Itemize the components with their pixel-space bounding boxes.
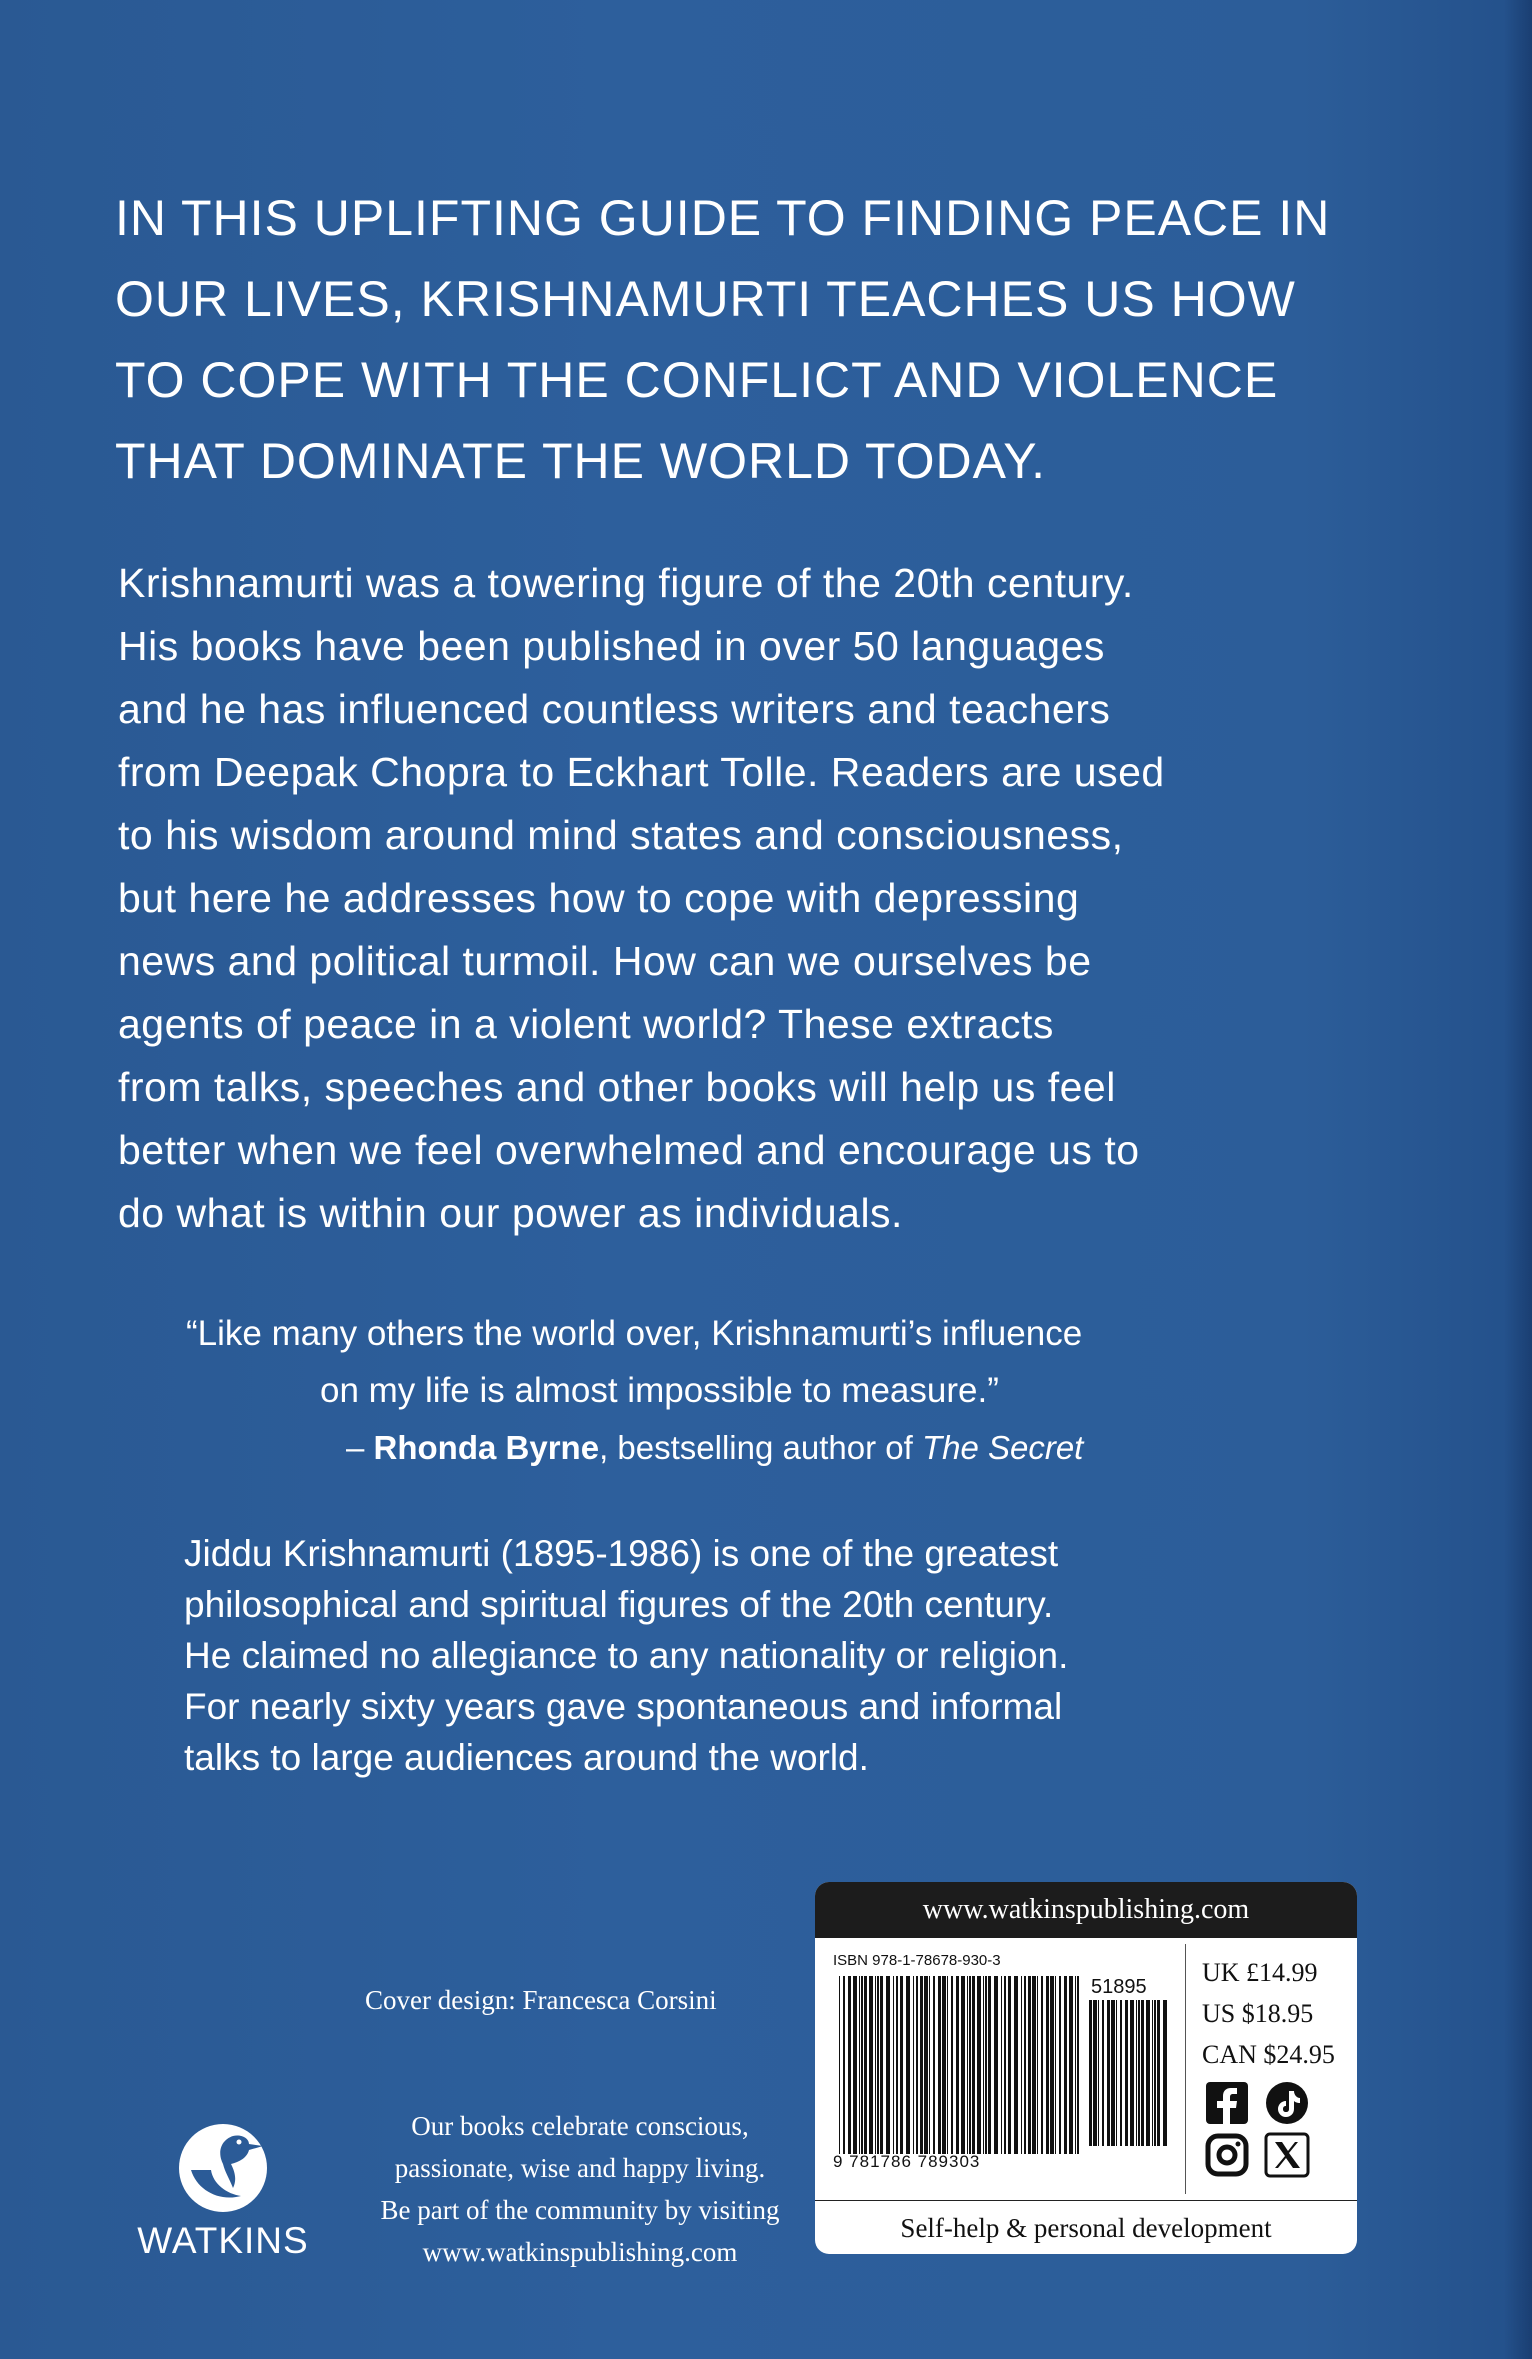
publisher-wordmark: WATKINS	[137, 2220, 309, 2261]
social-icons	[1204, 2080, 1314, 2180]
quote-line: on my life is almost impossible to measure.”	[320, 1371, 999, 1410]
author-bio	[184, 1528, 1334, 1783]
barcode-addon-icon	[1089, 2000, 1169, 2146]
attribution-role: , bestselling author of	[599, 1429, 922, 1466]
book-category: Self-help & personal development	[815, 2200, 1357, 2254]
description-line: to his wisdom around mind states and consciousness,	[118, 812, 1124, 858]
headline	[115, 178, 1375, 502]
description-line: from Deepak Chopra to Eckhart Tolle. Readers are used	[118, 749, 1165, 795]
isbn-text: ISBN 978-1-78678-930-3	[833, 1952, 1001, 1969]
barcode-label	[815, 1882, 1357, 2254]
description-line: agents of peace in a violent world? These extracts	[118, 1001, 1054, 1047]
description-line: better when we feel overwhelmed and encourage us to	[118, 1127, 1140, 1173]
attribution-dash: –	[346, 1429, 374, 1466]
tagline-url: www.watkinspublishing.com	[422, 2237, 738, 2267]
quote-attribution	[186, 1419, 1306, 1476]
description-line: but here he addresses how to cope with depressing	[118, 875, 1080, 921]
price-uk: UK £14.99	[1202, 1958, 1318, 1987]
tagline-line: Be part of the community by visiting	[380, 2195, 780, 2225]
headline-line: THAT DOMINATE THE WORLD TODAY.	[115, 433, 1047, 489]
price-us: US $18.95	[1202, 1999, 1314, 2028]
price-can: CAN $24.95	[1202, 2040, 1335, 2069]
description-line: and he has influenced countless writers and teachers	[118, 686, 1111, 732]
description-line: Krishnamurti was a towering figure of the 20th century.	[118, 560, 1134, 606]
publisher-logo	[128, 2118, 318, 2268]
endorsement-quote	[186, 1305, 1306, 1476]
label-divider	[1185, 1944, 1186, 2194]
cover-design-credit: Cover design: Francesca Corsini	[365, 1985, 717, 2015]
description-line: His books have been published in over 50 languages	[118, 623, 1105, 669]
quote-line: “Like many others the world over, Krishnamurti’s influence	[186, 1314, 1083, 1353]
bio-line: philosophical and spiritual figures of the 20th century.	[184, 1584, 1054, 1625]
instagram-icon	[1204, 2132, 1250, 2178]
publisher-url: www.watkinspublishing.com	[815, 1882, 1357, 1938]
description-line: from talks, speeches and other books will help us feel	[118, 1064, 1116, 1110]
barcode-digits: 9 781786 789303	[833, 2152, 981, 2171]
x-icon	[1264, 2132, 1310, 2178]
tiktok-icon	[1264, 2080, 1310, 2126]
bio-line: He claimed no allegiance to any nationality or religion.	[184, 1635, 1069, 1676]
facebook-icon	[1204, 2080, 1250, 2126]
headline-line: TO COPE WITH THE CONFLICT AND VIOLENCE	[115, 352, 1279, 408]
spine-edge-shadow	[1504, 0, 1532, 2359]
barcode-addon-number: 51895	[1091, 1976, 1147, 1998]
barcode-icon	[839, 1976, 1079, 2154]
description-line: news and political turmoil. How can we ourselves be	[118, 938, 1092, 984]
description	[118, 552, 1358, 1245]
headline-line: IN THIS UPLIFTING GUIDE TO FINDING PEACE IN	[115, 190, 1331, 246]
bio-line: talks to large audiences around the world.	[184, 1737, 869, 1778]
bio-line: For nearly sixty years gave spontaneous and informal	[184, 1686, 1063, 1727]
barcode-area	[833, 1952, 1173, 2184]
attribution-name: Rhonda Byrne	[373, 1429, 600, 1466]
publisher-tagline	[320, 2105, 840, 2273]
bio-line: Jiddu Krishnamurti (1895-1986) is one of the greatest	[184, 1533, 1059, 1574]
heron-logo-icon	[171, 2118, 275, 2214]
headline-line: OUR LIVES, KRISHNAMURTI TEACHES US HOW	[115, 271, 1296, 327]
price-list	[1202, 1952, 1335, 2075]
attribution-book: The Secret	[921, 1429, 1084, 1466]
tagline-line: Our books celebrate conscious,	[411, 2111, 749, 2141]
tagline-line: passionate, wise and happy living.	[394, 2153, 766, 2183]
description-line: do what is within our power as individuals.	[118, 1190, 903, 1236]
